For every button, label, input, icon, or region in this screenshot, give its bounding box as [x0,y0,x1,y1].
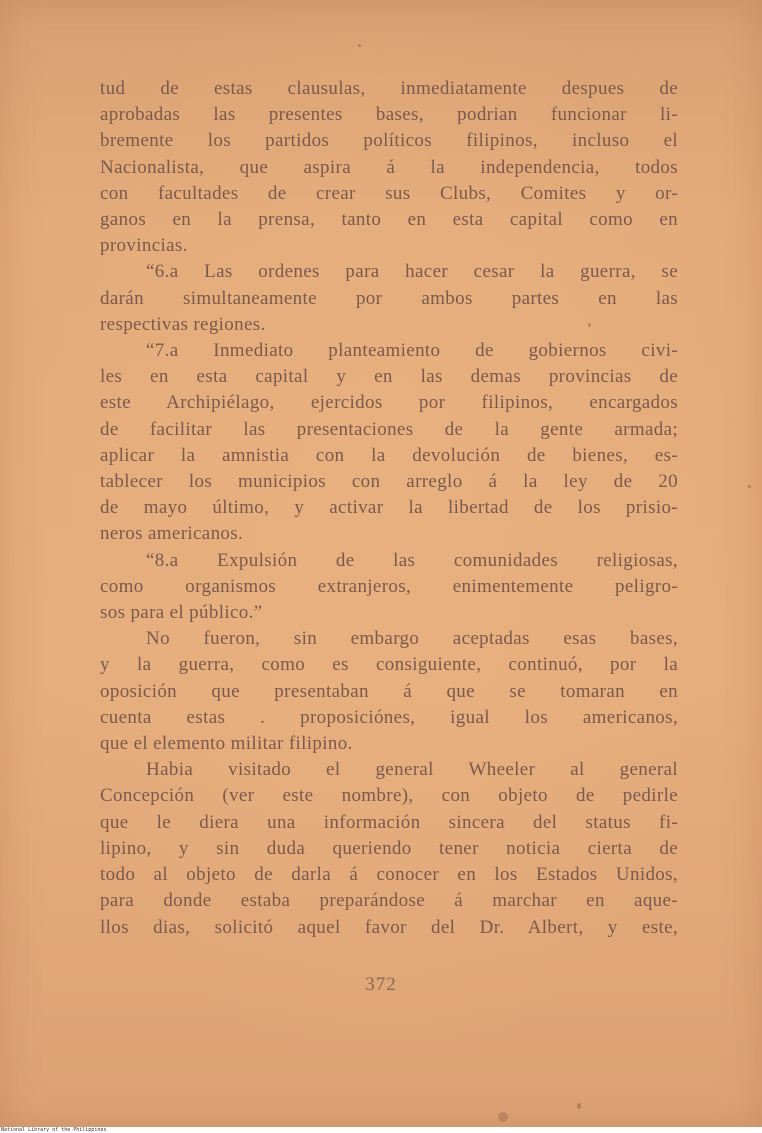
text-line: bremente los partidos políticos filipinos, incluso el [100,130,678,152]
paragraph-8-start: “8.a Expulsión de las comunidades religiosas, [146,549,678,571]
paper-speck [498,1112,508,1122]
text-line: darán simultaneamente por ambos partes en las [100,287,678,309]
text-line: neros americanos. [100,523,244,545]
text-line: respectivas regiones. [100,313,266,335]
scan-footer [0,1127,762,1133]
text-line: provincias. [100,235,188,257]
paper-speck [748,485,751,488]
library-credit: National Library of the Philippines [1,1127,107,1133]
text-line: aplicar la amnistia con la devolución de bienes, es- [100,444,678,466]
text-line: de facilitar las presentaciones de la gente armada; [100,418,678,440]
text-line: aprobadas las presentes bases, podrian funcionar li- [100,104,678,126]
text-line: les en esta capital y en las demas provincias de [100,366,678,388]
text-line: de mayo último, y activar la libertad de los prisio- [100,497,678,519]
text-line: como organismos extranjeros, enimentemente peligro- [100,575,678,597]
text-line: cuenta estas . proposiciónes, igual los americanos, [100,706,678,728]
paper-speck [577,1103,581,1109]
paragraph-no-fueron-start: No fueron, sin embargo aceptadas esas bases, [146,628,678,650]
text-line: todo al objeto de darla á conocer en los Estados Unidos, [100,864,678,886]
text-line: para donde estaba preparándose á marchar en aque- [100,890,678,912]
page-body-text [100,76,678,941]
text-line: tablecer los municipios con arreglo á la ley de 20 [100,471,678,493]
text-line: Concepción (ver este nombre), con objeto de pedirle [100,785,678,807]
text-line: Nacionalista, que aspira á la independencia, todos [100,156,678,178]
text-line: llos dias, solicitó aquel favor del Dr. Albert, y este, [100,916,678,938]
paragraph-habia-start: Habia visitado el general Wheeler al general [146,759,678,781]
paper-speck [358,44,361,47]
text-line: ganos en la prensa, tanto en esta capital como en [100,209,678,231]
text-line: que le diera una información sincera del status fi- [100,811,678,833]
text-line: y la guerra, como es consiguiente, continuó, por la [100,654,678,676]
paragraph-7-start: “7.a Inmediato planteamiento de gobiernos civi- [146,340,678,362]
text-line: con facultades de crear sus Clubs, Comites y or- [100,182,678,204]
text-line: tud de estas clausulas, inmediatamente despues de [100,78,678,99]
paper-speck [588,323,591,327]
paragraph-6-start: “6.a Las ordenes para hacer cesar la guerra, se [146,261,678,283]
text-line: sos para el público.” [100,602,263,624]
text-line: lipino, y sin duda queriendo tener noticia cierta de [100,837,678,859]
text-line: que el elemento militar filipino. [100,733,353,755]
page-number: 372 [365,974,397,995]
text-line: oposición que presentaban á que se tomaran en [100,680,678,702]
text-line: este Archipiélago, ejercidos por filipinos, encargados [100,392,678,414]
